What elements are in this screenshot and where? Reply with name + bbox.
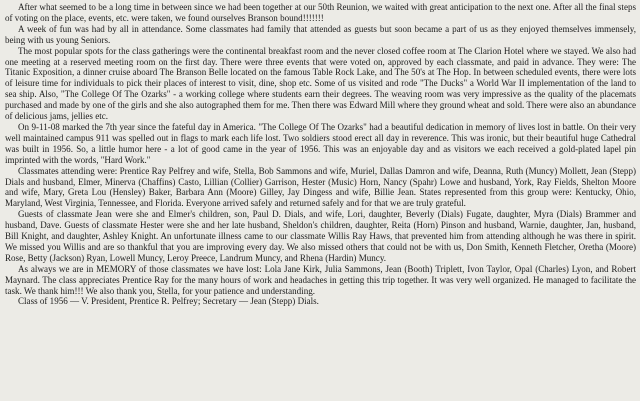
paragraph-guests: Guests of classmate Jean were she and Elmer's children, son, Paul D. Dials, and wife, Lori, daughter, Beverly (Dials) Fugate, daughter, Myra (Dials) Brammer and husband, Dave. Guests of classmate Hester were she and her late husband, Sheldon's children, daughter, Reita (Horn) Pinson and husband, Warnie, daughter, Jan, husband, Bill Knight, and daughter, Ashley Knight. An unfortunate illness came to our classmate Willis Ray Haws, that prevented him from attending although he was there in spirit. We missed you Willis and are so thankful that you are improving every day. We also missed others that could not be with us, Don Smith, Kenneth Fletcher, Oretha (Moore) Rose, Betty (Jackson) Ryan, Lowell Muncy, Leroy Preece, Landrum Muncy, and Rhena (Hardin) Muncy. <box>5 209 636 263</box>
paragraph-signature: Class of 1956 — V. President, Prentice R. Pelfrey; Secretary — Jean (Stepp) Dials. <box>18 296 319 307</box>
paragraph-in-memory: As always we are in MEMORY of those classmates we have lost: Lola Jane Kirk, Julia Sammons, Jean (Booth) Triplett, Ivon Taylor, Opal (Charles) Lyon, and Robert Maynard. The class appreciates Prentice Ray for the many hours of work and headaches in getting this trip together. It was very well organized. He managed to facilitate the task. We thank him!!! We also thank you, Stella, for your patience and understanding. <box>5 263 636 296</box>
paragraph-week-of-fun: A week of fun was had by all in attendance. Some classmates had family that attended as guests but soon became a part of us as they enjoyed themselves immensely, being with us young Seniors. <box>5 23 636 45</box>
paragraph-9-11-dedication: On 9-11-08 marked the 7th year since the fateful day in America. "The College Of The Ozarks" had a beautiful dedication in memory of lives lost in battle. On their very well maintained campus 911 was spelled out in flags to mark each life lost. Two soldiers stood erect all day in reverence. This was ironic, but their beautiful huge Cathedral was built in 1956. So, a little humor here - a lot of good came in the year of 1956. This was an enjoyable day and as visitors we each received a gold-plated lapel pin imprinted with the words, "Hard Work." <box>5 121 636 165</box>
paragraph-intro: After what seemed to be a long time in between since we had been together at our 50th Reunion, we waited with great anticipation to the next one. After all the final steps of voting on the place, events, etc. were taken, we found ourselves Branson bound!!!!!!! <box>5 2 636 23</box>
paragraph-popular-spots: The most popular spots for the class gatherings were the continental breakfast room and the never closed coffee room at The Clarion Hotel where we stayed. We also had one meeting at a reserved meeting room on the first day. There were three events that were voted on, approved by each classmate, and paid in advance. They were: The Titanic Exposition, a dinner cruise aboard The Branson Belle located on the famous Table Rock Lake, and The 50's at The Hop. In between scheduled events, there were lots of leisure time for individuals to pick their places of interest to visit, dine, shop etc. Some of us visited and rode "The Ducks" a World War II implementation of the land to sea ship. Also, "The College Of The Ozarks" - a working college where students earn their degrees. The weaving room was very impressive as the quality of the placemats purchased and made by one of the girls and she also autographed them for me. Then there was Edward Mill where they ground wheat and sold. There were also an abundance of delicious jams, jellies etc. <box>5 45 636 122</box>
paragraph-classmates-attending: Classmates attending were: Prentice Ray Pelfrey and wife, Stella, Bob Sammons and wife, Muriel, Dallas Damron and wife, Deanna, Ruth (Muncy) Mollett, Jean (Stepp) Dials and husband, Elmer, Minerva (Chaffins) Casto, Lillian (Collier) Garrison, Hester (Music) Horn, Nancy (Spahr) Lowe and husband, York, Ray Fields, Shelton Moore and wife, Mary, Greta Lou (Hensley) Baker, Barbara Ann (Moore) Gilley, Jay Dingess and wife, Billie Jean. States represented from this group were: Kentucky, Ohio, Maryland, West Virginia, Tennessee, and Florida. Everyone arrived safely and returned safely and for that we are truly grateful. <box>5 165 636 209</box>
